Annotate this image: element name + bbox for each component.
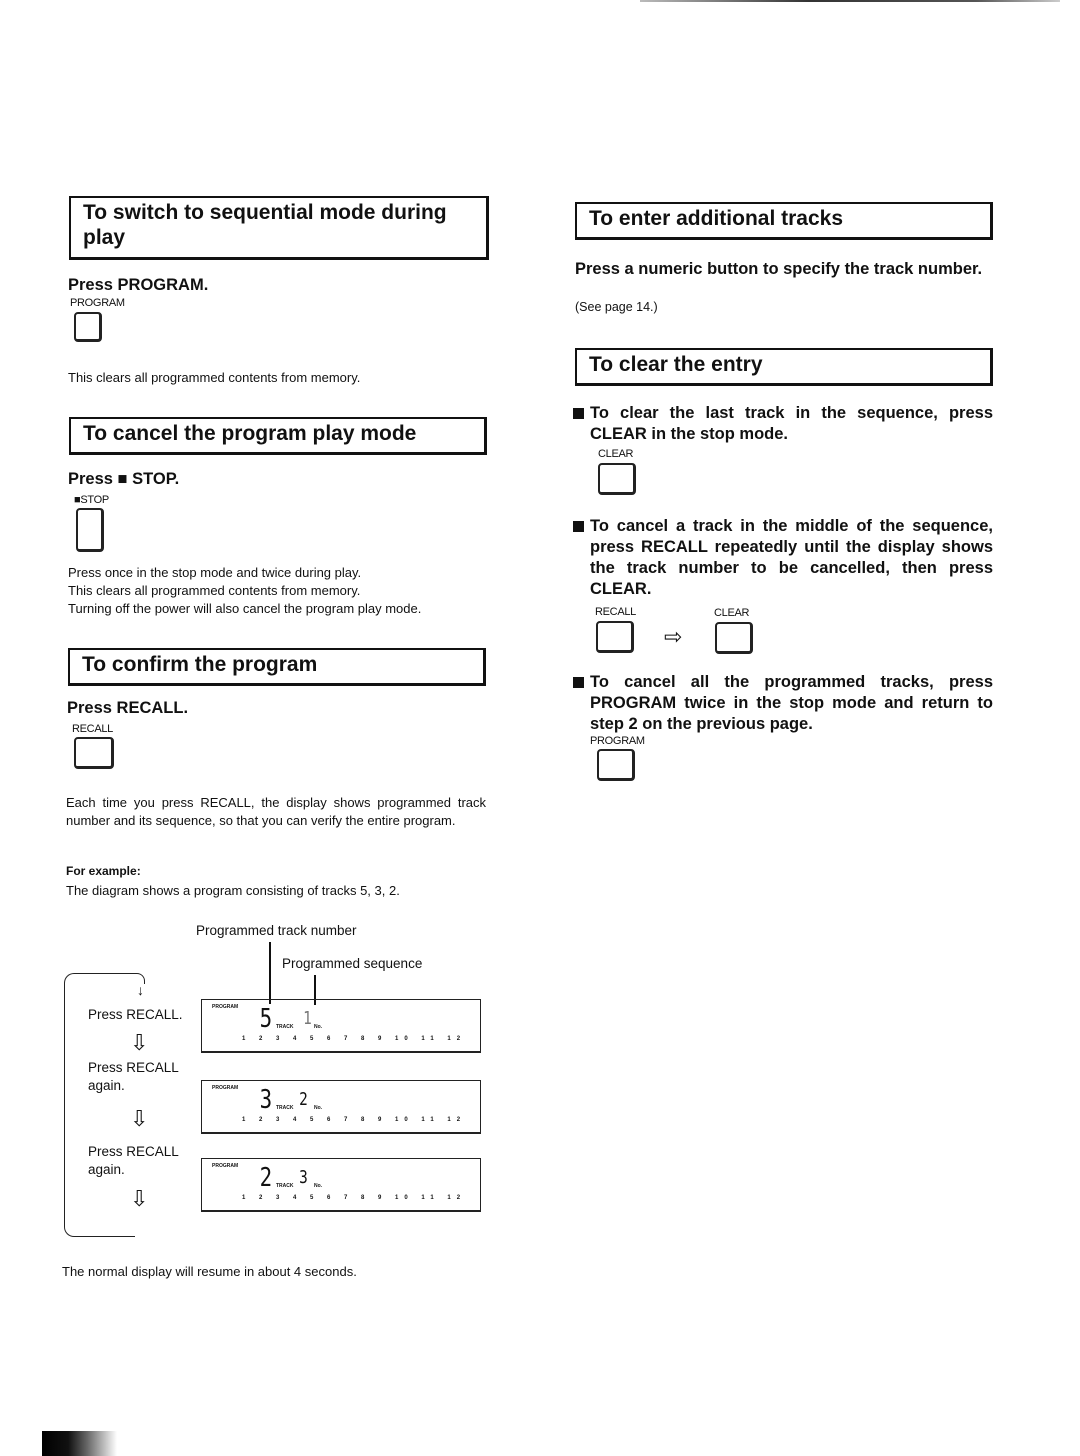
lcd-display-step2 [201, 1080, 481, 1134]
heading-cancel-program [69, 417, 487, 455]
clear-button-label: CLEAR [598, 448, 634, 460]
bullet-text: To clear the last track in the sequence, press CLEAR in the stop mode. [590, 404, 993, 443]
see-page-note: (See page 14.) [575, 300, 658, 314]
loop-arrow-icon: ↓ [137, 982, 144, 998]
lcd-track-digit: 5 [259, 1004, 273, 1034]
program-button-label: PROGRAM [70, 297, 125, 309]
bullet-square-icon [573, 677, 584, 688]
heading-text: To enter additional tracks [589, 207, 843, 230]
lcd-sequence-digit: 2 [299, 1089, 308, 1110]
instruction-numeric-button: Press a numeric button to specify the track number. [575, 260, 983, 278]
program-button[interactable] [597, 749, 635, 781]
heading-text: To cancel the program play mode [83, 422, 417, 445]
heading-clear-entry [575, 348, 993, 386]
arrow-down-icon: ⇩ [130, 1106, 149, 1131]
instruction-press-program: Press PROGRAM. [68, 276, 209, 294]
bullet-cancel-all [573, 672, 993, 735]
bullet-cancel-middle [573, 516, 993, 600]
lcd-track-digit: 3 [259, 1085, 273, 1115]
arrow-right-icon: ⇨ [664, 624, 683, 649]
lcd-program-label: PROGRAM [212, 1004, 239, 1010]
lcd-program-label: PROGRAM [212, 1085, 239, 1091]
recall-button[interactable] [596, 621, 634, 653]
label-programmed-sequence: Programmed sequence [282, 956, 423, 971]
clear-button[interactable] [598, 463, 636, 495]
bullet-text: To cancel a track in the middle of the sequence, press RECALL repeatedly until the display shows the track number to be cancelled, then press CLEAR. [590, 517, 993, 598]
heading-text: To clear the entry [589, 353, 763, 376]
stop-button[interactable] [76, 508, 104, 552]
instruction-press-recall: Press RECALL. [67, 699, 189, 717]
step2-label [88, 1059, 179, 1095]
loop-bracket-top [74, 973, 145, 984]
lcd-sequence-digit: 1 [303, 1008, 312, 1029]
recall-button-label: RECALL [595, 606, 636, 618]
step-line: again. [88, 1162, 125, 1177]
stop-button-label: ■STOP [74, 494, 109, 506]
lcd-track-numbers: 1 2 3 4 5 6 7 8 9 10 11 12 [242, 1036, 467, 1042]
lcd-display-step1 [201, 999, 481, 1053]
note-line: Press once in the stop mode and twice during play. [68, 565, 362, 580]
lcd-track-digit: 2 [259, 1163, 273, 1193]
step1-label: Press RECALL. [88, 1007, 183, 1022]
note-line: Turning off the power will also cancel the program play mode. [68, 601, 422, 616]
heading-sequential-mode [69, 196, 489, 260]
example-text: The diagram shows a program consisting of tracks 5, 3, 2. [66, 883, 400, 898]
lcd-track-label: TRACK [276, 1105, 294, 1111]
recall-note: Each time you press RECALL, the display shows programmed track number and its sequence, so that you can verify the entire program. [66, 795, 486, 828]
clear-button-label: CLEAR [714, 607, 750, 619]
step3-label [88, 1143, 179, 1179]
bullet-square-icon [573, 521, 584, 532]
lcd-sequence-digit: 3 [299, 1167, 308, 1188]
lcd-display-step3 [201, 1158, 481, 1212]
clear-button[interactable] [715, 622, 753, 654]
bullet-square-icon [573, 408, 584, 419]
label-programmed-track-number: Programmed track number [196, 923, 357, 938]
scan-artifact [42, 1431, 117, 1456]
lcd-no-label: No. [314, 1105, 323, 1111]
heading-confirm-program [68, 648, 486, 686]
lcd-track-label: TRACK [276, 1183, 294, 1189]
step-line: Press RECALL [88, 1060, 179, 1075]
heading-line1: To switch to sequential mode during [83, 201, 447, 224]
recall-button[interactable] [74, 737, 114, 769]
heading-additional-tracks [575, 202, 993, 240]
lcd-track-label: TRACK [276, 1024, 294, 1030]
lcd-track-numbers: 1 2 3 4 5 6 7 8 9 10 11 12 [242, 1117, 467, 1123]
program-button-label: PROGRAM [590, 735, 645, 747]
note-clears-memory: This clears all programmed contents from memory. [68, 370, 361, 385]
arrow-down-icon: ⇩ [130, 1030, 149, 1055]
lcd-track-numbers: 1 2 3 4 5 6 7 8 9 10 11 12 [242, 1195, 467, 1201]
pointer-line-track [269, 942, 271, 1004]
lcd-program-label: PROGRAM [212, 1163, 239, 1169]
arrow-down-icon: ⇩ [130, 1186, 149, 1211]
bullet-clear-last [573, 403, 993, 445]
program-button[interactable] [74, 312, 102, 342]
recall-button-label: RECALL [72, 723, 113, 735]
lcd-no-label: No. [314, 1024, 323, 1030]
heading-text: To confirm the program [82, 653, 318, 676]
example-label: For example: [66, 864, 141, 878]
bullet-text: To cancel all the programmed tracks, press PROGRAM twice in the stop mode and return to step 2 on the previous page. [590, 673, 993, 733]
footer-note: The normal display will resume in about 4 seconds. [62, 1264, 357, 1279]
step-line: again. [88, 1078, 125, 1093]
instruction-press-stop: Press ■ STOP. [68, 470, 180, 488]
step-line: Press RECALL [88, 1144, 179, 1159]
stop-notes [68, 564, 421, 618]
note-line: This clears all programmed contents from memory. [68, 583, 361, 598]
lcd-no-label: No. [314, 1183, 323, 1189]
scan-edge-line [640, 0, 1060, 2]
heading-line2: play [83, 226, 126, 249]
